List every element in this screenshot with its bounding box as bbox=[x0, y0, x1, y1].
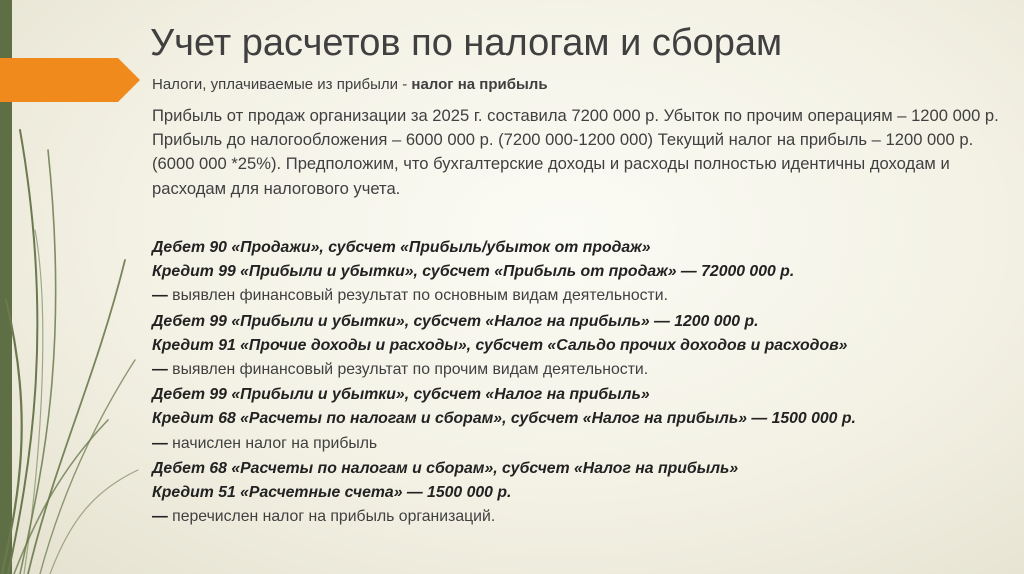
entry-note bbox=[152, 505, 1017, 529]
entry-credit: Кредит 51 «Расчетные счета» — 1500 000 р. bbox=[152, 484, 512, 502]
entry-credit: Кредит 91 «Прочие доходы и расходы», субсчет «Сальдо прочих доходов и расходов» bbox=[152, 336, 848, 354]
slide-subtitle bbox=[152, 76, 548, 93]
entry-debit: Дебет 68 «Расчеты по налогам и сборам», субсчет «Налог на прибыль» bbox=[152, 459, 739, 477]
entry-note bbox=[152, 432, 1017, 456]
journal-entries bbox=[152, 236, 1017, 529]
journal-entry bbox=[152, 383, 1017, 456]
entry-debit: Дебет 99 «Прибыли и убытки», субсчет «Налог на прибыль» bbox=[152, 386, 650, 404]
journal-entry bbox=[152, 457, 1017, 530]
orange-arrow-icon bbox=[0, 58, 140, 102]
subtitle-bold: налог на прибыль bbox=[411, 76, 548, 93]
entry-dash: — bbox=[152, 361, 168, 379]
entry-note bbox=[152, 358, 1017, 382]
entry-note-text: начислен налог на прибыль bbox=[167, 434, 378, 452]
subtitle-prefix: Налоги, уплачиваемые из прибыли - bbox=[152, 76, 412, 93]
slide-title: Учет расчетов по налогам и сборам bbox=[150, 22, 783, 64]
intro-paragraph: Прибыль от продаж организации за 2025 г. составила 7200 000 р. Убыток по прочим операциям – 1200 000 р. Прибыль до налогообложения – 6000 000 р. (7200 000-1200 000) Текущий налог на прибыль – 1200 000 р. (6000 000 *25%). Предположим, что бухгалтерские доходы и расходы полностью идентичны доходам и расходам для налогового учета. bbox=[152, 106, 999, 198]
entry-note-text: выявлен финансовый результат по основным видам деятельности. bbox=[167, 287, 668, 305]
entry-debit: Дебет 99 «Прибыли и убытки», субсчет «Налог на прибыль» — 1200 000 р. bbox=[152, 312, 759, 330]
entry-dash: — bbox=[152, 508, 168, 526]
journal-entry bbox=[152, 236, 1017, 309]
entry-note-text: выявлен финансовый результат по прочим видам деятельности. bbox=[167, 361, 649, 379]
journal-entry bbox=[152, 310, 1017, 383]
entry-dash: — bbox=[152, 287, 168, 305]
entry-credit: Кредит 68 «Расчеты по налогам и сборам», субсчет «Налог на прибыль» — 1500 000 р. bbox=[152, 410, 856, 428]
entry-dash: — bbox=[152, 434, 168, 452]
entry-note-text: перечислен налог на прибыль организаций. bbox=[167, 508, 496, 526]
entry-credit: Кредит 99 «Прибыли и убытки», субсчет «Прибыль от продаж» — 72000 000 р. bbox=[152, 263, 795, 281]
entry-debit: Дебет 90 «Продажи», субсчет «Прибыль/убыток от продаж» bbox=[152, 239, 651, 256]
entry-note bbox=[152, 284, 1017, 308]
